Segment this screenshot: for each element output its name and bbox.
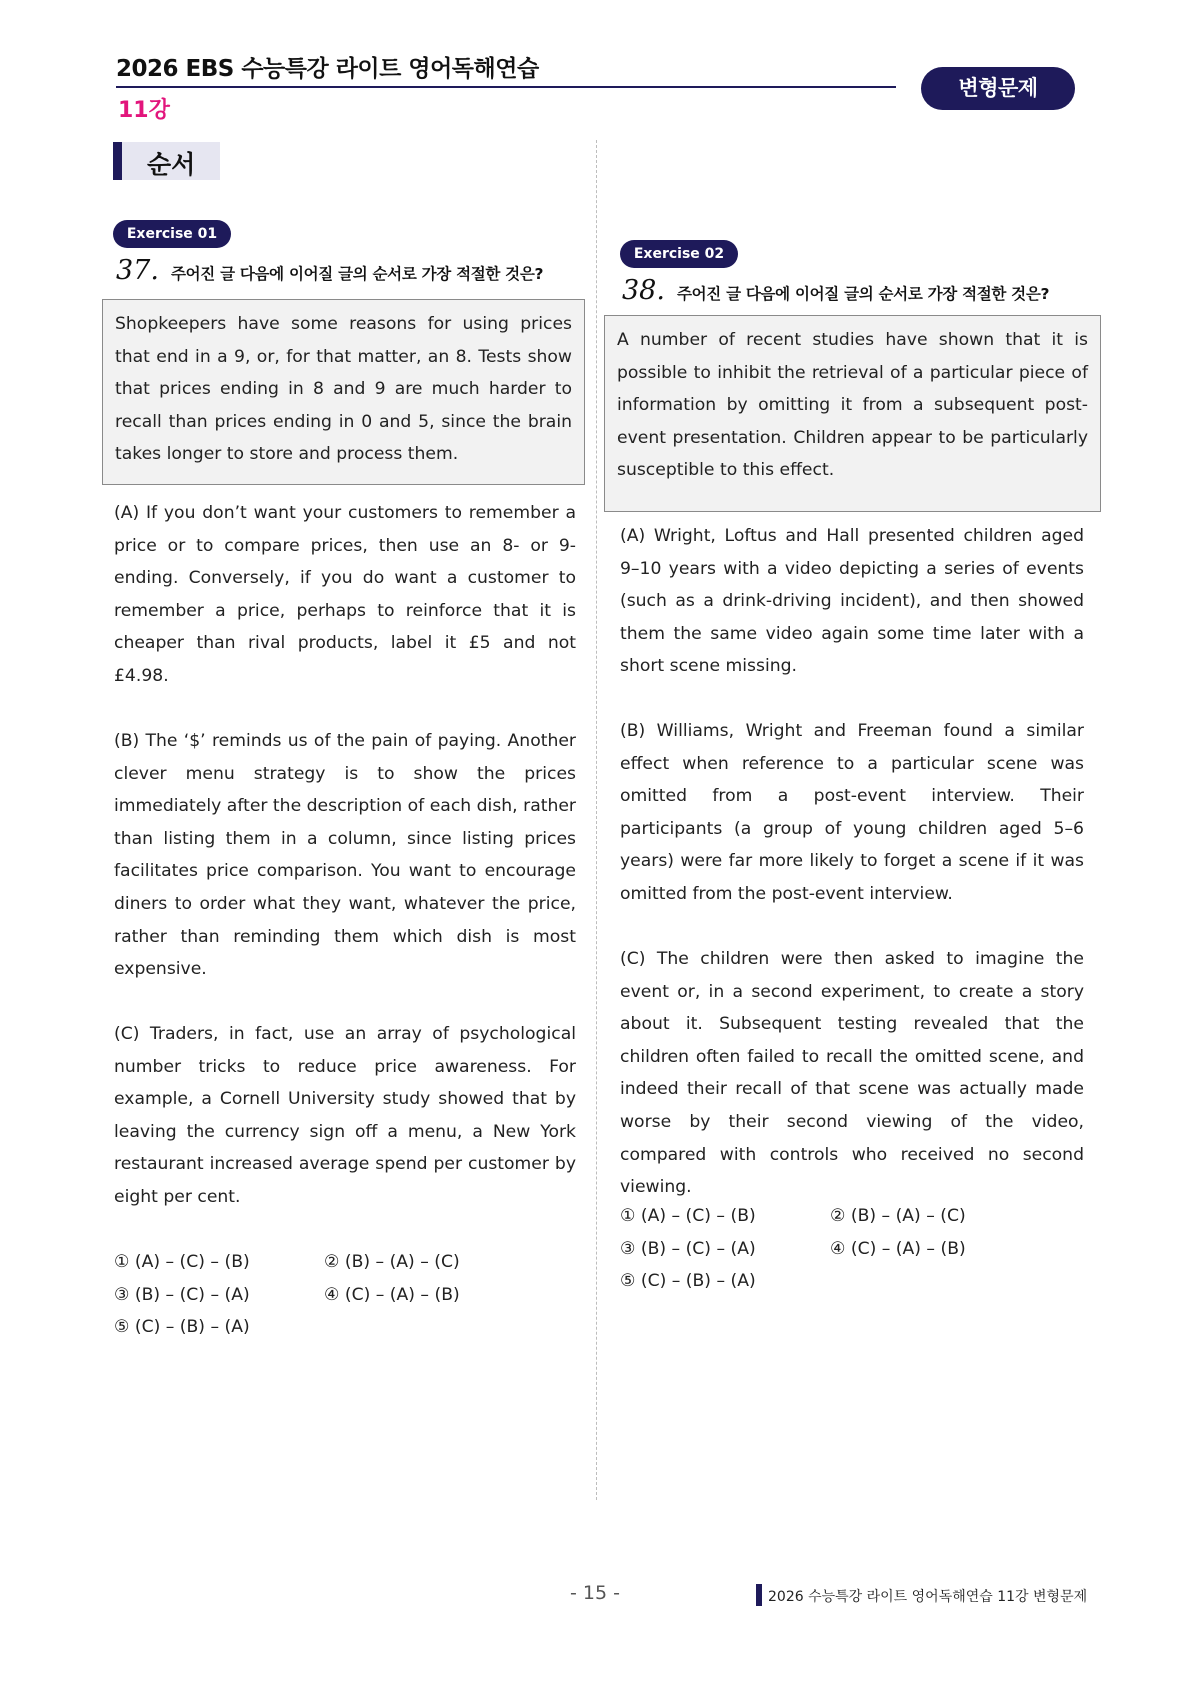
passage-c: (C) Traders, in fact, use an array of psychological number tricks to reduce price awareness. For example, a Cornell University study showed that by leaving the currency sign off a menu, a New York restaurant increased average spend per customer by eight per cent. bbox=[114, 1024, 576, 1207]
section-heading-bar bbox=[113, 142, 122, 180]
page-number: - 15 - bbox=[570, 1582, 620, 1604]
footer-text: 2026 수능특강 라이트 영어독해연습 11강 변형문제 bbox=[768, 1589, 1088, 1605]
passage-b: (B) Williams, Wright and Freeman found a similar effect when reference to a particular scene was omitted from a post-event interview. Their participants (a group of young children aged 5–6 years) were far more likely to forget a scene if it was omitted from the post-event interview. bbox=[620, 721, 1084, 904]
answer-choices bbox=[620, 1200, 966, 1298]
passage-c: (C) The children were then asked to imagine the event or, in a second experiment, to create a story about it. Subsequent testing revealed that the children often failed to recall the omitted scene, and indeed their recall of that scene was actually made worse by their second viewing of the video, compared with controls who received no second viewing. bbox=[620, 949, 1084, 1198]
question-text: 주어진 글 다음에 이어질 글의 순서로 가장 적절한 것은? bbox=[170, 265, 544, 283]
question-line bbox=[622, 275, 1049, 306]
passage-b: (B) The ‘$’ reminds us of the pain of paying. Another clever menu strategy is to show the prices immediately after the description of each dish, rather than listing them in a column, since listing prices facilitates price comparison. You want to encourage diners to order what they want, whatever the price, rather than reminding them which dish is most expensive. bbox=[114, 731, 576, 980]
document-title: 2026 EBS 수능특강 라이트 영어독해연습 bbox=[116, 56, 539, 82]
column-divider bbox=[596, 140, 597, 1500]
section-title: 순서 bbox=[147, 150, 196, 179]
question-line bbox=[116, 255, 543, 286]
passage-a: (A) Wright, Loftus and Hall presented children aged 9–10 years with a video depicting a series of events (such as a drink-driving incident), and then showed them the same video again some time later with a short scene missing. bbox=[620, 526, 1084, 677]
choice-5[interactable]: ⑤ (C) – (B) – (A) bbox=[114, 1317, 250, 1338]
question-text: 주어진 글 다음에 이어질 글의 순서로 가장 적절한 것은? bbox=[676, 285, 1050, 303]
footer-label bbox=[756, 1586, 1087, 1606]
choice-4[interactable]: ④ (C) – (A) – (B) bbox=[324, 1284, 460, 1305]
choice-2[interactable]: ② (B) – (A) – (C) bbox=[324, 1252, 460, 1272]
question-number: 37. bbox=[116, 255, 159, 286]
given-passage: Shopkeepers have some reasons for using prices that end in a 9, or, for that matter, an 8. Tests show that prices ending in 8 and 9 are much harder to recall than prices ending in 0 and 5, since the brain takes longer to store and process them. bbox=[115, 314, 572, 465]
passage-a: (A) If you don’t want your customers to remember a price or to compare prices, then use an 8- or 9-ending. Conversely, if you do want a customer to remember a price, perhaps to reinforce that it is cheaper than rival products, label it £5 and not £4.98. bbox=[114, 503, 576, 686]
section-heading bbox=[113, 142, 220, 180]
question-number: 38. bbox=[622, 275, 665, 306]
lesson-label: 11강 bbox=[118, 98, 170, 123]
choice-3[interactable]: ③ (B) – (C) – (A) bbox=[620, 1238, 756, 1259]
problem-type-badge: 변형문제 bbox=[921, 67, 1075, 110]
choice-1[interactable]: ① (A) – (C) – (B) bbox=[114, 1252, 250, 1272]
choice-2[interactable]: ② (B) – (A) – (C) bbox=[830, 1206, 966, 1226]
choice-3[interactable]: ③ (B) – (C) – (A) bbox=[114, 1284, 250, 1305]
exercise-badge: Exercise 02 bbox=[620, 240, 738, 268]
given-passage-box bbox=[102, 299, 585, 485]
choice-1[interactable]: ① (A) – (C) – (B) bbox=[620, 1206, 756, 1226]
given-passage: A number of recent studies have shown that it is possible to inhibit the retrieval of a particular piece of information by omitting it from a subsequent post-event presentation. Children appear to be particularly susceptible to this effect. bbox=[617, 330, 1088, 481]
answer-choices bbox=[114, 1246, 460, 1344]
header-rule bbox=[116, 86, 896, 88]
choice-5[interactable]: ⑤ (C) – (B) – (A) bbox=[620, 1271, 756, 1292]
exercise-badge: Exercise 01 bbox=[113, 220, 231, 248]
footer-mark bbox=[756, 1584, 762, 1606]
given-passage-box bbox=[604, 315, 1101, 512]
choice-4[interactable]: ④ (C) – (A) – (B) bbox=[830, 1238, 966, 1259]
